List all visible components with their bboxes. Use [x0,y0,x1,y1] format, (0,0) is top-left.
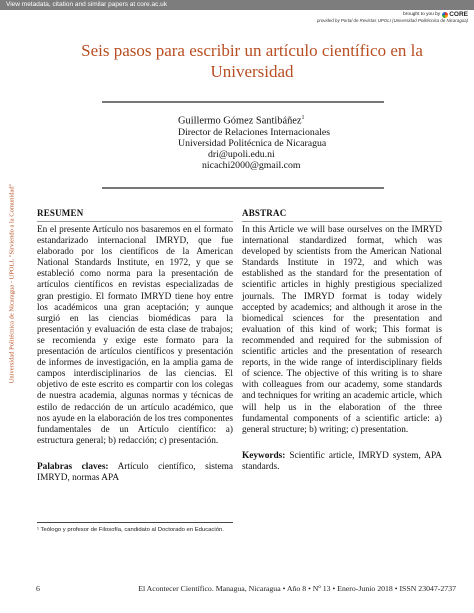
author-institution: Universidad Politécnica de Nicaragua [178,137,327,149]
brought-by-label: brought to you by [403,12,441,17]
author-footnote-marker: 1 [301,115,305,121]
core-top-bar [0,0,474,10]
author-position: Director de Relaciones Internacionales [178,126,331,138]
footnote-text: Teólogo y profesor de Filosofía, candidato al Doctorado en Educación. [40,527,224,533]
resumen-body: En el presente Artículo nos basaremos en el formato estandarizado internacional IMRYD, que fue elaborado por los científicos de la American National Standards Institute, en 1972, y que se estableció como norma para la presentación de artículos científicos en revistas especializadas de gran prestigio. El formato IMRYD tiene hoy entre los académicos una gran aceptación; y aunque surgió en las ciencias biomédicas para la presentación y evaluación de esta clase de trabajos; se recomienda y exige este formato para la presentación de artículos científicos y presentación de informes de investigación, en la amplia gama de campos interdisciplinarios de las ciencias. El objetivo de este escrito es compartir con los colegas de nuestra academia, algunas normas y técnicas de estilo de redacción de un artículo académico, que nos ayude en la elaboración de los tres componentes fundamentales de un Artículo científico: a) estructura general; b) redacción; c) presentación. [37,225,233,446]
resumen-keywords [37,462,233,484]
author-name: Guillermo Gómez Santibáñez [178,115,302,127]
abstract-keywords-text: Scientific article, IMRYD system, APA standards. [242,451,442,473]
author-block [178,113,330,171]
footnote-rule [37,522,233,523]
core-metadata-link[interactable]: View metadata, citation and similar papers at core.ac.uk [6,1,168,8]
core-logo-icon [442,12,448,18]
footnote [37,527,224,533]
core-logo[interactable] [442,11,468,18]
author-email-2: nicachi2000@gmail.com [202,160,301,172]
title-top-rule [102,101,384,103]
abstract-rule [242,221,442,222]
author-bottom-rule [102,187,384,189]
core-logo-text: CORE [449,11,468,18]
page-number: 6 [36,584,40,593]
footnote-marker: ¹ [37,527,39,533]
abstract-heading: ABSTRAC [242,208,287,218]
brought-to-you-by [403,11,468,18]
abstract-keywords-label: Keywords: [242,451,286,461]
abstract-keywords [242,451,442,473]
resumen-keywords-text: Artículo científico, sistema IMRYD, normas APA [37,462,233,484]
author-email-1: dri@upoli.edu.ni [208,149,275,161]
resumen-rule [37,221,233,222]
provided-by-label[interactable]: provided by Portal de Revistas UPOLI (Universidad Politécnica de Nicaragua) [316,18,468,23]
resumen-heading: RESUMEN [37,208,84,218]
resumen-keywords-label: Palabras claves: [37,462,109,472]
article-title: Seis pasos para escribir un artículo científico en la Universidad [81,41,423,81]
journal-issue-info: El Acontecer Científico. Managua, Nicaragua • Año 8 • Nº 13 • Enero-Junio 2018 • ISSN 23047-2737 [138,584,456,593]
sidebar-university-label: Universidad Politécnica de Nicaragua - UPOLI. "Sirviendo a la Comunidad" [8,183,16,384]
author-name-line [178,113,330,127]
abstract-body: In this Article we will base ourselves on the IMRYD international standardized format, which was developed by scientists from the American National Standards Institute in 1972, and which was established as the standard for the presentation of scientific articles in highly prestigious specialized journals. The IMRYD format is today widely accepted by academics; and although it arose in the biomedical sciences for the presentation and evaluation of this kind of work; This format is recommended and required for the submission of scientific articles and the presentation of research reports, in the wide range of interdisciplinary fields of science. The objective of this writing is to share with colleagues from our academy, some standards and techniques for writing an academic article, which will help us in the elaboration of the three fundamental components of a scientific article: a) general structure; b) writing; c) presentation. [242,225,442,435]
